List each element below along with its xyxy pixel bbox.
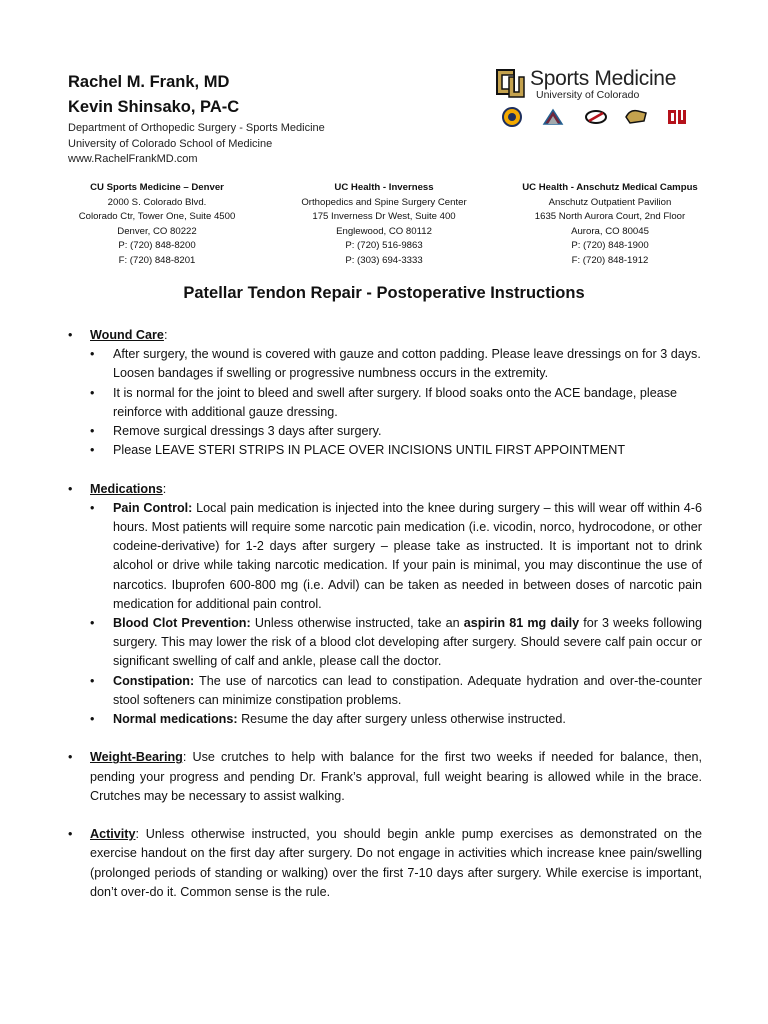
bullet: •	[90, 500, 95, 515]
bullet: •	[68, 328, 73, 342]
bullet: •	[90, 424, 95, 439]
item-label: Pain Control:	[113, 500, 193, 515]
location-line: Englewood, CO 80112	[336, 225, 432, 237]
section-heading: Weight-Bearing	[90, 750, 183, 765]
avalanche-logo-icon	[542, 107, 564, 127]
website-link[interactable]: www.RachelFrankMD.com	[68, 153, 198, 165]
location-line: Aurora, CO 80045	[571, 225, 649, 237]
item-label: Constipation:	[113, 673, 195, 688]
section-heading: Activity	[90, 827, 136, 842]
section-activity	[68, 825, 702, 902]
bullet: •	[68, 481, 73, 496]
bullet: •	[90, 712, 95, 727]
heading-colon: :	[163, 328, 168, 342]
location-heading: CU Sports Medicine – Denver	[90, 182, 224, 193]
instructions-body	[68, 326, 702, 921]
location-line: Anschutz Outpatient Pavilion	[548, 196, 672, 208]
section-wound-care	[68, 326, 702, 460]
physician-name-1: Rachel M. Frank, MD	[68, 73, 230, 91]
list-item	[90, 345, 702, 383]
department-line: Department of Orthopedic Surgery - Sports Medicine	[68, 122, 325, 134]
location-line: Orthopedics and Spine Surgery Center	[301, 196, 467, 208]
logo-main	[496, 67, 696, 103]
document-title: Patellar Tendon Repair - Postoperative Instructions	[183, 284, 585, 302]
item-text: Please LEAVE STERI STRIPS IN PLACE OVER INCISIONS UNTIL FIRST APPOINTMENT	[113, 443, 626, 458]
du-logo-icon	[666, 107, 688, 127]
school-line: University of Colorado School of Medicine	[68, 137, 273, 150]
heading-colon: :	[162, 481, 167, 496]
item-text	[113, 710, 702, 729]
list-item	[90, 441, 702, 460]
bullet: •	[68, 750, 73, 765]
list-item	[90, 384, 702, 422]
item-body: The use of narcotics can lead to constipation. Adequate hydration and over-the-counter stool softeners can minimize constipation problems.	[113, 673, 702, 707]
location-fax: F: (720) 848-1912	[571, 254, 649, 266]
location-line: Colorado Ctr, Tower One, Suite 4500	[78, 211, 236, 222]
location-heading: UC Health - Inverness	[334, 182, 434, 193]
list-item	[90, 499, 702, 614]
location-phone: P: (720) 848-8200	[118, 240, 196, 251]
location-line: 2000 S. Colorado Blvd.	[107, 196, 207, 208]
section-heading: Medications	[90, 481, 163, 496]
section-heading: Wound Care	[90, 328, 164, 342]
location-line: Denver, CO 80222	[117, 225, 197, 237]
item-label: Normal medications:	[113, 712, 238, 727]
nuggets-logo-icon	[502, 107, 522, 127]
logo-title: Sports Medicine	[530, 67, 677, 90]
sports-medicine-logo	[496, 67, 696, 129]
item-body: Local pain medication is injected into the knee during surgery – this will wear off within 4-6 hours. Most patients will require some narcotic pain medication (i.e. vicodin, norco, hydrocodone, or other codeine-derivative) for 1-2 days after surgery – please take as instructed. It is important not to drink alcohol or drive while taking narcotic medication. If your pain is minimal, you may discontinue the use of narcotics. Ibuprofen 600-800 mg (i.e. Advil) can be taken as needed in between doses of narcotic pain medication for additional pain control.	[113, 500, 702, 611]
location-phone: P: (303) 694-3333	[345, 254, 423, 266]
item-body: Resume the day after surgery unless otherwise instructed.	[237, 712, 566, 727]
physician-name-2: Kevin Shinsako, PA-C	[68, 98, 240, 116]
bullet: •	[90, 616, 95, 631]
item-text	[113, 614, 702, 672]
item-body: for 3 weeks following surgery. This may lower the risk of a blood clot developing after surgery. Should severe calf pain occur or significant swelling of calf and ankle, please call the doctor.	[113, 616, 702, 669]
section-text: : Unless otherwise instructed, you should begin ankle pump exercises as demonstrated on the exercise handout on the first day after surgery. Do not engage in activities which increase knee pain/swelling (prolonged periods of standing or walking) over the first 7-10 days after surgery. While exercise is important, don’t over-do it. Common sense is the rule.	[90, 827, 702, 899]
item-label: Blood Clot Prevention:	[113, 616, 251, 631]
bullet: •	[68, 827, 73, 842]
bullet: •	[90, 443, 95, 458]
location-denver	[57, 181, 257, 268]
list-item	[90, 614, 702, 672]
location-phone: P: (720) 516-9863	[345, 240, 423, 251]
list-item	[90, 672, 702, 710]
item-text: It is normal for the joint to bleed and swell after surgery. If blood soaks onto the ACE bandage, please reinforce with additional gauze dressing.	[113, 385, 678, 419]
department-block	[68, 121, 325, 168]
aspirin-dose: aspirin 81 mg daily	[463, 616, 580, 631]
item-body: Unless otherwise instructed, take an	[250, 616, 464, 631]
item-text	[113, 672, 702, 710]
bullet: •	[90, 673, 95, 688]
item-text	[113, 499, 702, 614]
location-line: 175 Inverness Dr West, Suite 400	[312, 211, 456, 222]
cu-logo-icon	[496, 69, 526, 101]
item-text: After surgery, the wound is covered with gauze and cotton padding. Please leave dressings on for 3 days. Loosen bandages if swelling or progressive numbness occurs in the extremity.	[113, 347, 701, 381]
team-logos	[498, 107, 694, 129]
location-heading: UC Health - Anschutz Medical Campus	[522, 182, 698, 193]
item-text: Remove surgical dressings 3 days after surgery.	[113, 424, 382, 439]
location-fax: F: (720) 848-8201	[118, 254, 196, 266]
rapids-logo-icon	[584, 107, 608, 127]
location-phone: P: (720) 848-1900	[571, 240, 649, 251]
buffaloes-logo-icon	[624, 107, 648, 127]
location-anschutz	[510, 181, 710, 268]
section-weight-bearing	[68, 748, 702, 806]
location-inverness	[284, 181, 484, 268]
list-item	[90, 422, 702, 441]
location-line: 1635 North Aurora Court, 2nd Floor	[534, 211, 686, 222]
bullet: •	[90, 347, 95, 362]
section-text: : Use crutches to help with balance for the first two weeks if needed for balance, then, pending your progress and pending Dr. Frank’s approval, full weight bearing is allowed while in the brace. Crutches may be necessary to assist walking.	[90, 750, 702, 803]
bullet: •	[90, 385, 95, 400]
section-medications	[68, 480, 702, 730]
logo-subtitle: University of Colorado	[536, 89, 640, 101]
list-item	[90, 710, 702, 729]
physician-names	[68, 70, 239, 120]
